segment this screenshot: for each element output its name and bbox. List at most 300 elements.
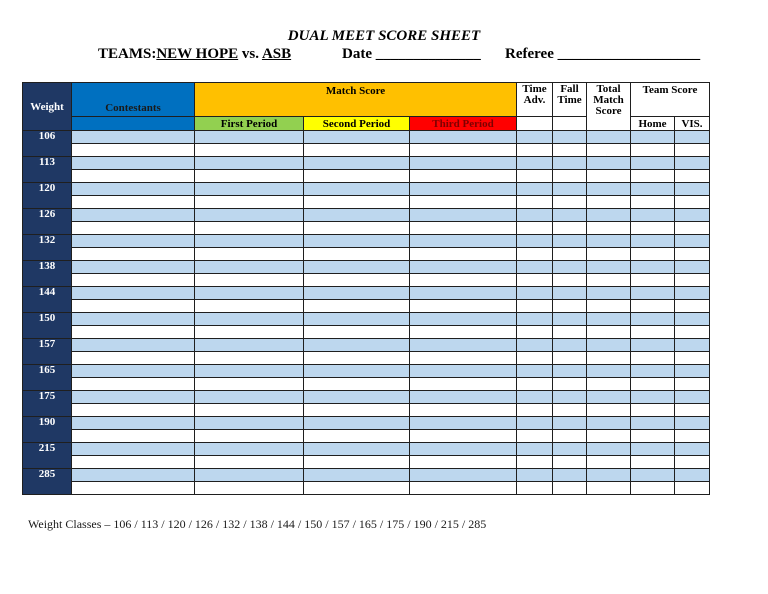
third-period-cell[interactable] — [410, 417, 517, 430]
time-adv-cell[interactable] — [517, 365, 553, 378]
second-period-cell[interactable] — [304, 430, 410, 443]
second-period-cell[interactable] — [304, 157, 410, 170]
total-match-score-cell[interactable] — [587, 469, 631, 482]
home-score-cell[interactable] — [631, 339, 675, 352]
second-period-cell[interactable] — [304, 235, 410, 248]
home-score-cell[interactable] — [631, 287, 675, 300]
third-period-cell[interactable] — [410, 274, 517, 287]
total-match-score-cell[interactable] — [587, 157, 631, 170]
third-period-cell[interactable] — [410, 261, 517, 274]
time-adv-cell[interactable] — [517, 170, 553, 183]
third-period-cell[interactable] — [410, 131, 517, 144]
home-score-cell[interactable] — [631, 417, 675, 430]
weight-class-label: 120 — [38, 182, 56, 194]
total-match-score-cell[interactable] — [587, 430, 631, 443]
third-period-cell[interactable] — [410, 183, 517, 196]
first-period-cell[interactable] — [195, 352, 304, 365]
second-period-cell[interactable] — [304, 443, 410, 456]
third-period-cell[interactable] — [410, 170, 517, 183]
weight-class-cell — [23, 469, 72, 495]
contestant-cell[interactable] — [72, 417, 195, 430]
weight-class-cell — [23, 209, 72, 235]
second-period-cell[interactable] — [304, 352, 410, 365]
third-period-cell[interactable] — [410, 222, 517, 235]
vis-score-cell[interactable] — [675, 430, 710, 443]
vis-score-cell[interactable] — [675, 157, 710, 170]
vis-score-cell[interactable] — [675, 248, 710, 261]
contestant-cell[interactable] — [72, 287, 195, 300]
first-period-cell[interactable] — [195, 222, 304, 235]
first-period-cell[interactable] — [195, 313, 304, 326]
home-score-cell[interactable] — [631, 300, 675, 313]
time-adv-cell[interactable] — [517, 391, 553, 404]
home-score-cell[interactable] — [631, 365, 675, 378]
first-period-cell[interactable] — [195, 209, 304, 222]
vis-score-cell[interactable] — [675, 456, 710, 469]
time-adv-cell[interactable] — [517, 339, 553, 352]
home-score-cell[interactable] — [631, 157, 675, 170]
vis-score-cell[interactable] — [675, 235, 710, 248]
second-period-cell[interactable] — [304, 365, 410, 378]
first-period-cell[interactable] — [195, 261, 304, 274]
table-row — [23, 391, 710, 404]
third-period-cell[interactable] — [410, 365, 517, 378]
home-score-cell[interactable] — [631, 235, 675, 248]
first-period-cell[interactable] — [195, 131, 304, 144]
first-period-cell[interactable] — [195, 196, 304, 209]
weight-class-label: 106 — [38, 130, 56, 142]
home-score-cell[interactable] — [631, 196, 675, 209]
vis-score-cell[interactable] — [675, 313, 710, 326]
third-period-cell[interactable] — [410, 144, 517, 157]
home-score-cell[interactable] — [631, 443, 675, 456]
total-match-score-cell[interactable] — [587, 365, 631, 378]
home-score-cell[interactable] — [631, 469, 675, 482]
total-match-score-cell[interactable] — [587, 274, 631, 287]
home-score-cell[interactable] — [631, 352, 675, 365]
first-period-cell[interactable] — [195, 391, 304, 404]
fall-time-subheader — [553, 117, 587, 131]
time-adv-cell[interactable] — [517, 443, 553, 456]
vis-score-cell[interactable] — [675, 339, 710, 352]
total-match-score-cell[interactable] — [587, 391, 631, 404]
time-adv-cell[interactable] — [517, 313, 553, 326]
third-period-cell[interactable] — [410, 443, 517, 456]
third-period-cell[interactable] — [410, 235, 517, 248]
vis-score-cell[interactable] — [675, 144, 710, 157]
third-period-cell[interactable] — [410, 300, 517, 313]
second-period-cell[interactable] — [304, 326, 410, 339]
contestant-cell[interactable] — [72, 222, 195, 235]
contestant-cell[interactable] — [72, 300, 195, 313]
sheet-title: DUAL MEET SCORE SHEET — [287, 28, 481, 44]
home-score-cell[interactable] — [631, 183, 675, 196]
time-adv-cell[interactable] — [517, 378, 553, 391]
third-period-cell[interactable] — [410, 157, 517, 170]
time-adv-cell[interactable] — [517, 261, 553, 274]
visitor-team-name: ASB — [261, 46, 292, 62]
contestant-cell[interactable] — [72, 248, 195, 261]
fall-time-cell[interactable] — [553, 144, 587, 157]
weight-class-cell — [23, 287, 72, 313]
fall-time-cell[interactable] — [553, 300, 587, 313]
first-period-cell[interactable] — [195, 235, 304, 248]
vis-score-cell[interactable] — [675, 326, 710, 339]
contestant-cell[interactable] — [72, 326, 195, 339]
contestant-cell[interactable] — [72, 209, 195, 222]
fall-time-cell[interactable] — [553, 274, 587, 287]
vis-score-cell[interactable] — [675, 352, 710, 365]
contestant-cell[interactable] — [72, 404, 195, 417]
total-match-score-cell[interactable] — [587, 339, 631, 352]
first-period-cell[interactable] — [195, 326, 304, 339]
weight-class-cell — [23, 183, 72, 209]
third-period-cell[interactable] — [410, 482, 517, 495]
referee-field[interactable]: Referee ___________________ — [505, 46, 701, 62]
total-match-score-cell[interactable] — [587, 248, 631, 261]
fall-time-cell[interactable] — [553, 430, 587, 443]
second-period-cell[interactable] — [304, 222, 410, 235]
time-adv-cell[interactable] — [517, 235, 553, 248]
table-row — [23, 482, 710, 495]
fall-time-cell[interactable] — [553, 339, 587, 352]
second-period-cell[interactable] — [304, 456, 410, 469]
third-period-cell[interactable] — [410, 430, 517, 443]
table-row — [23, 209, 710, 222]
first-period-cell[interactable] — [195, 378, 304, 391]
third-period-cell[interactable] — [410, 339, 517, 352]
time-adv-cell[interactable] — [517, 248, 553, 261]
table-row — [23, 365, 710, 378]
match-score-header: Match Score — [195, 83, 517, 117]
time-adv-cell[interactable] — [517, 417, 553, 430]
time-adv-cell[interactable] — [517, 430, 553, 443]
first-period-cell[interactable] — [195, 365, 304, 378]
vis-score-cell[interactable] — [675, 170, 710, 183]
fall-time-cell[interactable] — [553, 352, 587, 365]
contestant-cell[interactable] — [72, 144, 195, 157]
table-row — [23, 183, 710, 196]
fall-time-cell[interactable] — [553, 326, 587, 339]
second-period-cell[interactable] — [304, 209, 410, 222]
home-score-cell[interactable] — [631, 209, 675, 222]
home-score-cell[interactable] — [631, 131, 675, 144]
vis-score-cell[interactable] — [675, 443, 710, 456]
fall-time-cell[interactable] — [553, 404, 587, 417]
fall-time-cell[interactable] — [553, 378, 587, 391]
first-period-cell[interactable] — [195, 157, 304, 170]
contestant-cell[interactable] — [72, 261, 195, 274]
first-period-cell[interactable] — [195, 144, 304, 157]
first-period-cell[interactable] — [195, 404, 304, 417]
first-period-cell[interactable] — [195, 456, 304, 469]
contestant-cell[interactable] — [72, 170, 195, 183]
fall-time-cell[interactable] — [553, 365, 587, 378]
first-period-cell[interactable] — [195, 339, 304, 352]
total-match-score-cell[interactable] — [587, 482, 631, 495]
contestant-cell[interactable] — [72, 235, 195, 248]
first-period-cell[interactable] — [195, 417, 304, 430]
time-adv-cell[interactable] — [517, 287, 553, 300]
home-score-cell[interactable] — [631, 404, 675, 417]
second-period-cell[interactable] — [304, 196, 410, 209]
second-period-cell[interactable] — [304, 248, 410, 261]
contestant-cell[interactable] — [72, 378, 195, 391]
contestant-cell[interactable] — [72, 469, 195, 482]
contestant-cell[interactable] — [72, 443, 195, 456]
contestant-cell[interactable] — [72, 157, 195, 170]
weight-class-label: 157 — [38, 338, 56, 350]
first-period-cell[interactable] — [195, 469, 304, 482]
vs-text: vs. — [238, 46, 262, 62]
contestant-cell[interactable] — [72, 365, 195, 378]
first-period-cell[interactable] — [195, 482, 304, 495]
weight-class-label: 190 — [38, 416, 56, 428]
third-period-header: Third Period — [410, 117, 517, 131]
contestant-cell[interactable] — [72, 196, 195, 209]
second-period-cell[interactable] — [304, 131, 410, 144]
time-adv-cell[interactable] — [517, 209, 553, 222]
fall-time-cell[interactable] — [553, 391, 587, 404]
table-row — [23, 131, 710, 144]
total-match-score-cell[interactable] — [587, 404, 631, 417]
total-match-score-cell[interactable] — [587, 131, 631, 144]
vis-score-cell[interactable] — [675, 287, 710, 300]
vis-score-cell[interactable] — [675, 261, 710, 274]
home-score-cell[interactable] — [631, 144, 675, 157]
total-match-score-cell[interactable] — [587, 222, 631, 235]
table-row — [23, 456, 710, 469]
first-period-cell[interactable] — [195, 430, 304, 443]
total-match-score-cell[interactable] — [587, 352, 631, 365]
table-row — [23, 170, 710, 183]
table-row — [23, 248, 710, 261]
vis-score-cell[interactable] — [675, 300, 710, 313]
table-row — [23, 287, 710, 300]
third-period-cell[interactable] — [410, 209, 517, 222]
weight-class-label: 285 — [38, 468, 56, 480]
second-period-cell[interactable] — [304, 287, 410, 300]
total-match-score-cell[interactable] — [587, 313, 631, 326]
table-row — [23, 378, 710, 391]
total-match-score-cell[interactable] — [587, 326, 631, 339]
weight-class-cell — [23, 157, 72, 183]
date-field[interactable]: Date ______________ — [342, 46, 481, 62]
fall-time-cell[interactable] — [553, 287, 587, 300]
total-match-score-cell[interactable] — [587, 144, 631, 157]
contestant-cell[interactable] — [72, 352, 195, 365]
time-adv-cell[interactable] — [517, 300, 553, 313]
vis-score-cell[interactable] — [675, 417, 710, 430]
second-period-cell[interactable] — [304, 378, 410, 391]
weight-class-label: 144 — [38, 286, 56, 298]
total-match-score-cell[interactable] — [587, 417, 631, 430]
weight-class-cell — [23, 391, 72, 417]
fall-time-cell[interactable] — [553, 157, 587, 170]
home-score-cell[interactable] — [631, 326, 675, 339]
second-period-cell[interactable] — [304, 261, 410, 274]
contestant-cell[interactable] — [72, 131, 195, 144]
contestant-cell[interactable] — [72, 391, 195, 404]
vis-score-cell[interactable] — [675, 378, 710, 391]
fall-time-cell[interactable] — [553, 183, 587, 196]
third-period-cell[interactable] — [410, 287, 517, 300]
second-period-cell[interactable] — [304, 417, 410, 430]
vis-score-cell[interactable] — [675, 469, 710, 482]
first-period-cell[interactable] — [195, 443, 304, 456]
second-period-cell[interactable] — [304, 144, 410, 157]
fall-time-cell[interactable] — [553, 443, 587, 456]
fall-time-cell[interactable] — [553, 131, 587, 144]
third-period-cell[interactable] — [410, 326, 517, 339]
third-period-cell[interactable] — [410, 456, 517, 469]
second-period-cell[interactable] — [304, 482, 410, 495]
total-match-score-cell[interactable] — [587, 183, 631, 196]
first-period-cell[interactable] — [195, 170, 304, 183]
time-adv-cell[interactable] — [517, 469, 553, 482]
fall-time-cell[interactable] — [553, 209, 587, 222]
home-score-cell[interactable] — [631, 456, 675, 469]
home-score-cell[interactable] — [631, 378, 675, 391]
time-adv-cell[interactable] — [517, 222, 553, 235]
time-adv-header: Time Adv. — [517, 83, 553, 117]
second-period-cell[interactable] — [304, 183, 410, 196]
contestant-cell[interactable] — [72, 430, 195, 443]
contestant-cell[interactable] — [72, 456, 195, 469]
home-score-cell[interactable] — [631, 313, 675, 326]
home-score-cell[interactable] — [631, 170, 675, 183]
vis-header: VIS. — [675, 117, 710, 131]
vis-score-cell[interactable] — [675, 274, 710, 287]
weight-class-label: 150 — [38, 312, 56, 324]
third-period-cell[interactable] — [410, 248, 517, 261]
fall-time-cell[interactable] — [553, 222, 587, 235]
total-match-score-cell[interactable] — [587, 378, 631, 391]
second-period-cell[interactable] — [304, 339, 410, 352]
table-row — [23, 352, 710, 365]
vis-score-cell[interactable] — [675, 365, 710, 378]
home-header: Home — [631, 117, 675, 131]
third-period-cell[interactable] — [410, 352, 517, 365]
total-match-score-cell[interactable] — [587, 287, 631, 300]
third-period-cell[interactable] — [410, 391, 517, 404]
fall-time-cell[interactable] — [553, 417, 587, 430]
time-adv-cell[interactable] — [517, 183, 553, 196]
time-adv-cell[interactable] — [517, 352, 553, 365]
time-adv-cell[interactable] — [517, 326, 553, 339]
total-match-score-cell[interactable] — [587, 456, 631, 469]
home-score-cell[interactable] — [631, 430, 675, 443]
second-period-cell[interactable] — [304, 170, 410, 183]
fall-time-cell[interactable] — [553, 248, 587, 261]
vis-score-cell[interactable] — [675, 482, 710, 495]
total-match-score-cell[interactable] — [587, 300, 631, 313]
time-adv-cell[interactable] — [517, 196, 553, 209]
second-period-header: Second Period — [304, 117, 410, 131]
second-period-cell[interactable] — [304, 300, 410, 313]
time-adv-cell[interactable] — [517, 482, 553, 495]
home-score-cell[interactable] — [631, 482, 675, 495]
first-period-cell[interactable] — [195, 300, 304, 313]
total-match-score-cell[interactable] — [587, 196, 631, 209]
second-period-cell[interactable] — [304, 469, 410, 482]
fall-time-cell[interactable] — [553, 261, 587, 274]
third-period-cell[interactable] — [410, 404, 517, 417]
third-period-cell[interactable] — [410, 469, 517, 482]
second-period-cell[interactable] — [304, 404, 410, 417]
fall-time-cell[interactable] — [553, 313, 587, 326]
fall-time-cell[interactable] — [553, 170, 587, 183]
table-row — [23, 313, 710, 326]
second-period-cell[interactable] — [304, 274, 410, 287]
home-score-cell[interactable] — [631, 274, 675, 287]
weight-class-cell — [23, 339, 72, 365]
time-adv-cell[interactable] — [517, 404, 553, 417]
contestant-cell[interactable] — [72, 183, 195, 196]
total-match-score-cell[interactable] — [587, 443, 631, 456]
second-period-cell[interactable] — [304, 313, 410, 326]
first-period-cell[interactable] — [195, 183, 304, 196]
contestant-cell[interactable] — [72, 274, 195, 287]
time-adv-cell[interactable] — [517, 144, 553, 157]
teams-line — [98, 46, 291, 63]
fall-time-cell[interactable] — [553, 235, 587, 248]
weight-class-cell — [23, 261, 72, 287]
home-score-cell[interactable] — [631, 222, 675, 235]
fall-time-cell[interactable] — [553, 469, 587, 482]
second-period-cell[interactable] — [304, 391, 410, 404]
home-score-cell[interactable] — [631, 248, 675, 261]
total-match-score-cell[interactable] — [587, 170, 631, 183]
time-adv-cell[interactable] — [517, 131, 553, 144]
time-adv-cell[interactable] — [517, 157, 553, 170]
vis-score-cell[interactable] — [675, 404, 710, 417]
first-period-header: First Period — [195, 117, 304, 131]
home-score-cell[interactable] — [631, 261, 675, 274]
fall-time-cell[interactable] — [553, 456, 587, 469]
vis-score-cell[interactable] — [675, 183, 710, 196]
first-period-cell[interactable] — [195, 287, 304, 300]
contestant-cell[interactable] — [72, 313, 195, 326]
vis-score-cell[interactable] — [675, 209, 710, 222]
weight-classes-footer: Weight Classes – 106 / 113 / 120 / 126 / 132 / 138 / 144 / 150 / 157 / 165 / 175 / 190 / 215 / 285 — [28, 517, 487, 531]
third-period-cell[interactable] — [410, 313, 517, 326]
total-match-score-cell[interactable] — [587, 261, 631, 274]
table-row — [23, 417, 710, 430]
vis-score-cell[interactable] — [675, 131, 710, 144]
third-period-cell[interactable] — [410, 378, 517, 391]
total-match-score-cell[interactable] — [587, 209, 631, 222]
time-adv-cell[interactable] — [517, 274, 553, 287]
time-adv-cell[interactable] — [517, 456, 553, 469]
total-match-score-cell[interactable] — [587, 235, 631, 248]
vis-score-cell[interactable] — [675, 196, 710, 209]
first-period-cell[interactable] — [195, 248, 304, 261]
first-period-cell[interactable] — [195, 274, 304, 287]
contestant-cell[interactable] — [72, 482, 195, 495]
vis-score-cell[interactable] — [675, 391, 710, 404]
contestant-cell[interactable] — [72, 339, 195, 352]
fall-time-cell[interactable] — [553, 482, 587, 495]
weight-class-label: 126 — [38, 208, 56, 220]
total-match-score-header: Total Match Score — [587, 83, 631, 131]
table-row — [23, 157, 710, 170]
home-score-cell[interactable] — [631, 391, 675, 404]
fall-time-cell[interactable] — [553, 196, 587, 209]
table-row — [23, 443, 710, 456]
third-period-cell[interactable] — [410, 196, 517, 209]
vis-score-cell[interactable] — [675, 222, 710, 235]
